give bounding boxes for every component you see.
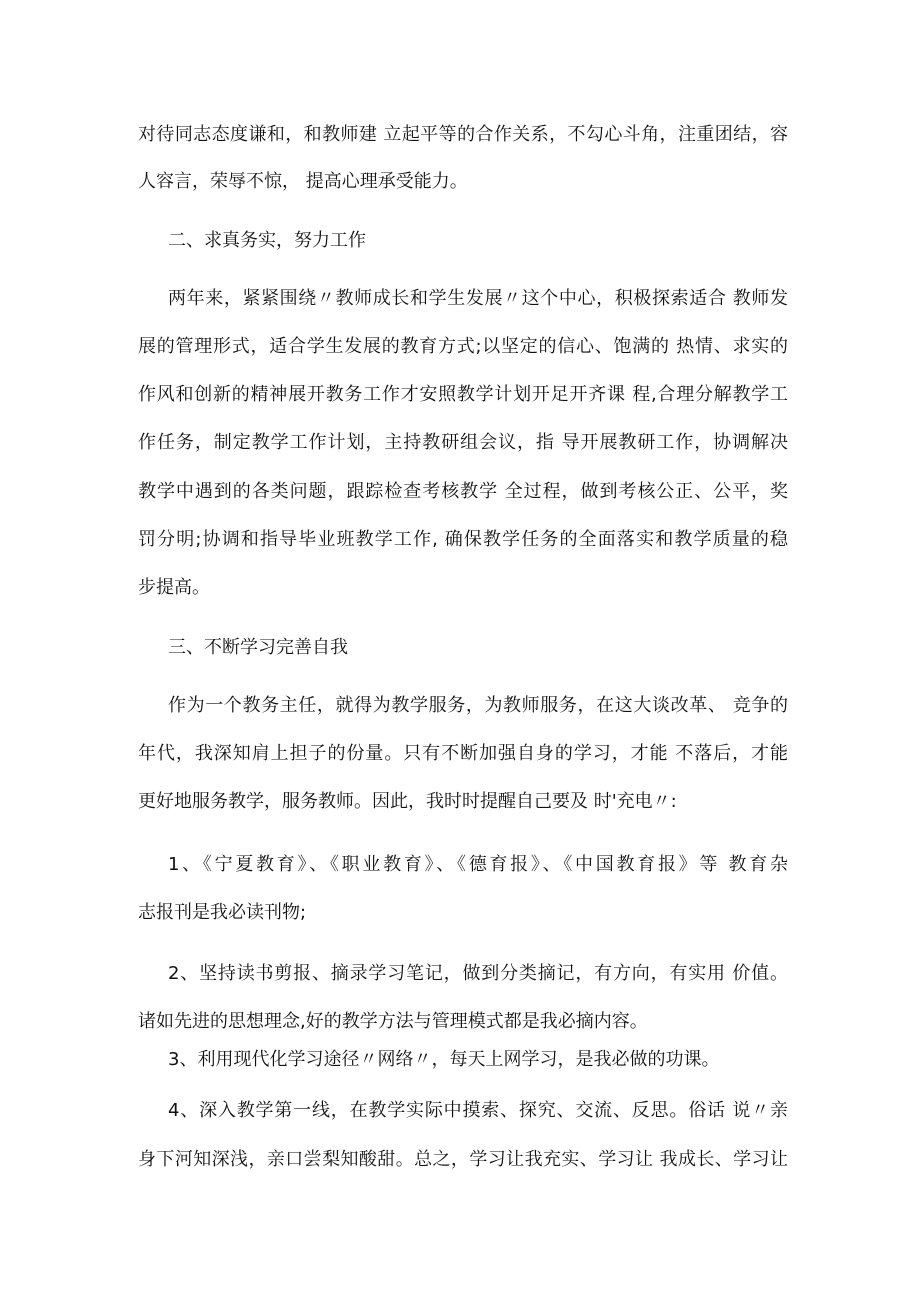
paragraph-2-line-2: 展的管理形式，适合学生发展的教育方式;以坚定的信心、饱满的 热情、求实的: [138, 336, 788, 357]
paragraph-3-line-1: 作为一个教务主任，就得为教学服务，为教师服务，在这大谈改革、 竞争的: [168, 695, 788, 716]
list-item-4-line-1: 4、深入教学第一线，在教学实际中摸索、探究、交流、反思。俗话 说〃亲: [168, 1100, 788, 1121]
list-item-2-line-1: 2、坚持读书剪报、摘录学习笔记，做到分类摘记，有方向，有实用 价值。: [168, 963, 788, 984]
paragraph-3-line-3: 更好地服务教学，服务教师。因此，我时时提醒自己要及 时'充电〃:: [138, 791, 677, 812]
paragraph-3-line-2: 年代，我深知肩上担子的份量。只有不断加强自身的学习，才能 不落后，才能: [138, 743, 788, 764]
paragraph-2-line-7: 步提高。: [138, 577, 210, 598]
list-item-1-line-2: 志报刊是我必读刊物;: [138, 902, 307, 923]
paragraph-2-line-3: 作风和创新的精神展开教务工作才安照教学计划开足开齐课 程,合理分解教学工: [138, 384, 788, 405]
paragraph-1-line-2: 人容言，荣辱不惊， 提高心理承受能力。: [138, 171, 468, 192]
paragraph-2-line-4: 作任务，制定教学工作计划，主持教研组会议，指 导开展教研工作，协调解决: [138, 432, 788, 453]
list-item-1-line-1: 1、《宁夏教育》、《职业教育》、《德育报》、《中国教育报》等 教育杂: [168, 854, 788, 875]
list-item-2-line-2: 诸如先进的思想理念,好的教学方法与管理模式都是我必摘内容。: [138, 1011, 648, 1032]
paragraph-2-line-5: 教学中遇到的各类问题，跟踪检查考核教学 全过程，做到考核公正、公平，奖: [138, 481, 788, 502]
paragraph-1-line-1: 对待同志态度谦和，和教师建 立起平等的合作关系，不勾心斗角，注重团结，容: [138, 124, 788, 145]
section-heading-2: 二、求真务实，努力工作: [168, 230, 366, 251]
section-heading-3: 三、不断学习完善自我: [168, 637, 348, 658]
paragraph-2-line-6: 罚分明;协调和指导毕业班教学工作, 确保教学任务的全面落实和教学质量的稳: [138, 529, 788, 550]
paragraph-2-line-1: 两年来，紧紧围绕〃教师成长和学生发展〃这个中心，积极探索适合 教师发: [168, 288, 788, 309]
list-item-3-line-1: 3、利用现代化学习途径〃网络〃，每天上网学习，是我必做的功课。: [168, 1049, 720, 1070]
list-item-4-line-2: 身下河知深浅，亲口尝梨知酸甜。总之，学习让我充实、学习让 我成长、学习让: [138, 1149, 788, 1170]
